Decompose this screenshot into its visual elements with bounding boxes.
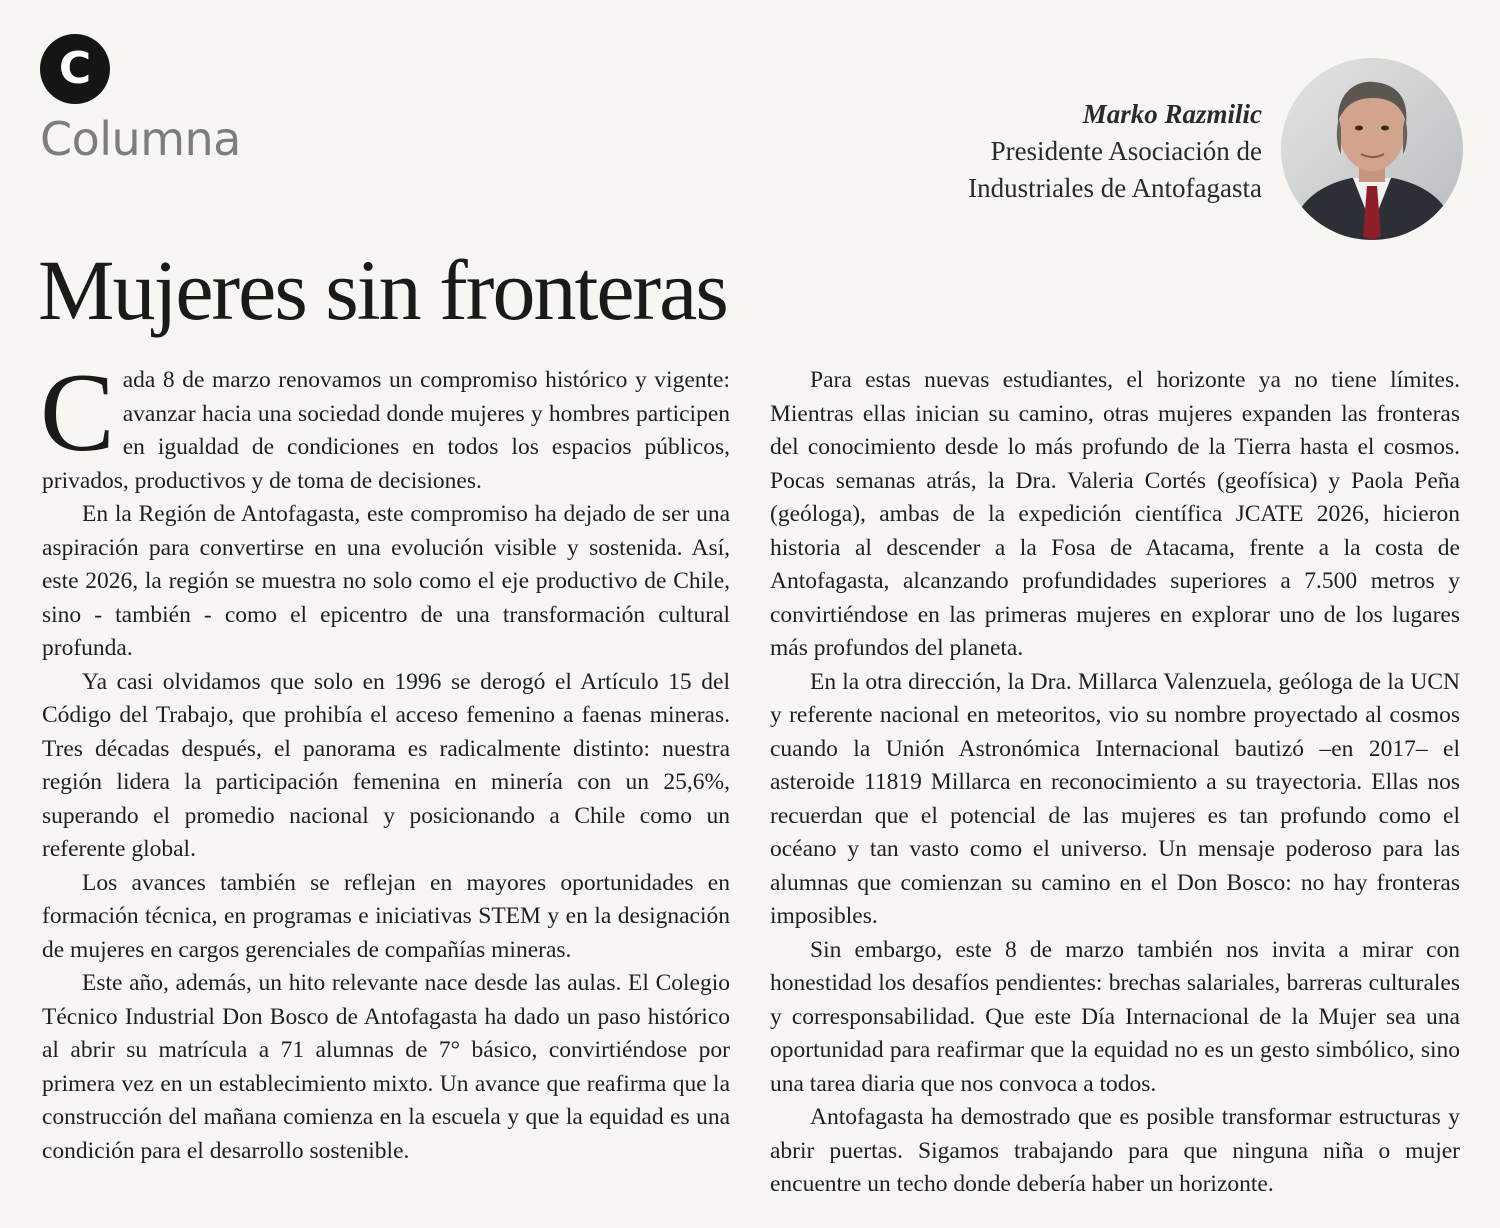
paragraph-6: Para estas nuevas estudiantes, el horizonte ya no tiene límites. Mientras ellas inician su camino, otras mujeres expanden las fronteras del conocimiento desde lo más profundo de la Tierra hasta el cosmos. Pocas semanas atrás, la Dra. Valeria Cortés (geofísica) y Paola Peña (geóloga), ambas de la expedición científica JCATE 2026, hicieron historia al descender a la Fosa de Atacama, frente a la costa de Antofagasta, alcanzando profundidades superiores a 7.500 metros y convirtiéndose en las primeras mujeres en explorar uno de los lugares más profundos del planeta. [770, 367, 1460, 661]
paragraph-1-text: ada 8 de marzo renovamos un compromiso histórico y vigente: avanzar hacia una sociedad donde mujeres y hombres participen en igualdad de condiciones en todos los espacios públicos, privados, productivos y de toma de decisiones. [42, 367, 730, 494]
byline [968, 96, 1262, 207]
author-portrait [1281, 58, 1463, 240]
section-label: Columna [40, 112, 241, 166]
paragraph-8: Sin embargo, este 8 de marzo también nos invita a mirar con honestidad los desafíos pendientes: brechas salariales, barreras culturales y corresponsabilidad. Que este Día Internacional de la Mujer sea una oportunidad para reafirmar que la equidad no es un gesto simbólico, sino una tarea diaria que nos convoca a todos. [770, 936, 1460, 1097]
author-role-line1: Presidente Asociación de [990, 136, 1262, 166]
paragraph-3: Ya casi olvidamos que solo en 1996 se derogó el Artículo 15 del Código del Trabajo, que prohibía el acceso femenino a faenas mineras. Tres décadas después, el panorama es radicalmente distinto: nuestra región lidera la participación femenina en minería con un 25,6%, superando el promedio nacional y posicionando a Chile como un referente global. [42, 668, 730, 862]
paragraph-5: Este año, además, un hito relevante nace desde las aulas. El Colegio Técnico Industrial Don Bosco de Antofagasta ha dado un paso histórico al abrir su matrícula a 71 alumnas de 7° básico, convirtiéndose por primera vez en un establecimiento mixto. Un avance que reafirma que la construcción del mañana comienza en la escuela y que la equidad es una condición para el desarrollo sostenible. [42, 970, 730, 1164]
paragraph-9: Antofagasta ha demostrado que es posible transformar estructuras y abrir puertas. Sigamos trabajando para que ninguna niña o mujer encuentre un techo donde debería haber un horizonte. [770, 1104, 1460, 1197]
dropcap: C [40, 351, 115, 475]
paragraph-4: Los avances también se reflejan en mayores oportunidades en formación técnica, en programas e iniciativas STEM y en la designación de mujeres en cargos gerenciales de compañías mineras. [42, 869, 730, 963]
paragraph-1 [40, 351, 730, 498]
author-photo-illustration [1281, 58, 1463, 240]
paragraph-2: En la Región de Antofagasta, este compromiso ha dejado de ser una aspiración para convertirse en una evolución visible y sostenida. Así, este 2026, la región se muestra no solo como el eje productivo de Chile, sino - también - como el epicentro de una transformación cultural profunda. [42, 501, 730, 661]
column-badge: C [40, 34, 110, 104]
author-role-line2: Industriales de Antofagasta [968, 173, 1262, 203]
article-column-left [40, 351, 730, 1168]
paragraph-7: En la otra dirección, la Dra. Millarca Valenzuela, geóloga de la UCN y referente nacional en meteoritos, vio su nombre proyectado al cosmos cuando la Unión Astronómica Internacional bautizó –en 2017– el asteroide 11819 Millarca en reconocimiento a su trayectoria. Ellas nos recuerdan que el potencial de las mujeres es tan profundo como el océano y tan vasto como el universo. Un mensaje poderoso para las alumnas que comienzan su camino en el Don Bosco: no hay fronteras imposibles. [770, 668, 1460, 929]
author-name: Marko Razmilic [1082, 99, 1262, 129]
article-column-right [770, 364, 1460, 1202]
article-headline: Mujeres sin fronteras [38, 242, 727, 338]
